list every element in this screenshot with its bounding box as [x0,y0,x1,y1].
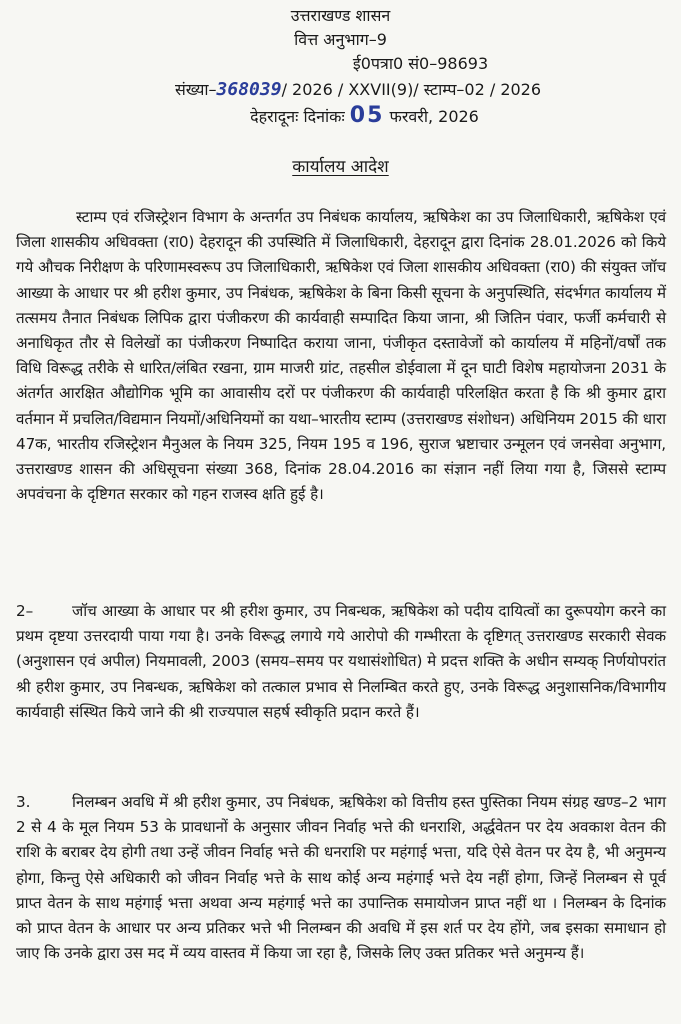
header-eletter [80,54,681,74]
paragraph-2 [16,599,666,725]
paragraph-3 [16,790,666,966]
paragraph-1-text: स्टाम्प एवं रजिस्ट्रेशन विभाग के अन्तर्गत उप निबंधक कार्यालय, ऋषिकेश का उप जिलाधिकारी, ऋषिकेश एवं जिला शासकीय अधिवक्ता (रा0) देहरादून की उपस्थिति में जिलाधिकारी, देहरादून द्वारा दिनांक 28.01.2026 को किये गये औचक निरीक्षण के परिणामस्वरूप उप जिलाधिकारी, ऋषिकेश एवं जिला शासकीय अधिवक्ता (रा0) की संयुक्त जॉच आख्या के आधार पर श्री हरीश कुमार, उप निबंधक, ऋषिकेश के बिना किसी सूचना के अनुपस्थिति, संदर्भगत कार्यालय में तत्समय तैनात निबंधक लिपिक द्वारा पंजीकरण की कार्यवाही सम्पादित किया जाना, श्री जितिन पंवार, फर्जी कर्मचारी से अनाधिकृत तौर से विलेखों का पंजीकरण निष्पादित कराया जाना, पंजीकृत दस्तावेजों को कार्यालय में महिनों/वर्षों तक विधि विरूद्ध तरीके से धारित/लंबित रखना, ग्राम माजरी ग्रांट, तहसील डोईवाला में दून घाटी विशेष महायोजना 2031 के अंतर्गत आरक्षित औद्योगिक भूमि का आवासीय दरों पर पंजीकरण की कार्यवाही परिलक्षित करता है कि श्री कुमार द्वारा वर्तमान में प्रचलित/विद्यमान नियमों/अधिनियमों का यथा–भारतीय स्टाम्प (उत्तराखण्ड संशोधन) अधिनियम 2015 की धारा 47क, भारतीय रजिस्ट्रेशन मैनुअल के नियम 325, नियम 195 व 196, सुराज भ्रष्टाचार उन्मूलन एवं जनसेवा अनुभाग, उत्तराखण्ड शासन की अधिसूचना संख्या 368, दिनांक 28.04.2016 का संज्ञान नहीं लिया गया है, जिससे स्टाम्प अपवंचना के दृष्टिगत सरकार को गहन राजस्व क्षति हुई है। [16,208,666,504]
ref-prefix: संख्या– [174,80,217,99]
header-section [0,30,681,50]
header-department [0,6,681,26]
date-day-handwritten: 05 [349,103,385,128]
ref-suffix: / 2026 / XXVII(9)/ स्टाम्प–02 / 2026 [281,80,542,99]
header-line-3: ई0पत्रा0 सं0–98693 [352,54,489,73]
date-prefix: देहरादूनः दिनांकः [250,107,345,126]
date-line [24,103,681,128]
paragraph-1 [16,205,666,507]
paragraph-2-number: 2– [16,602,34,620]
page-title [0,156,681,178]
paragraph-3-number: 3. [16,793,31,811]
ref-number-handwritten: 368039 [216,79,282,100]
date-suffix: फरवरी, 2026 [389,107,479,126]
reference-number [58,80,658,100]
title-text: कार्यालय आदेश [292,157,389,177]
paragraph-3-text: निलम्बन अवधि में श्री हरीश कुमार, उप निबंधक, ऋषिकेश को वित्तीय हस्त पुस्तिका नियम संग्रह खण्ड–2 भाग 2 से 4 के मूल नियम 53 के प्रावधानों के अनुसार जीवन निर्वाह भत्ते की धनराशि, अर्द्धवेतन पर देय अवकाश वेतन की राशि के बराबर देय होगी तथा उन्हें जीवन निर्वाह भत्ते की धनराशि पर महंगाई भत्ता, यदि ऐसे वेतन पर देय है, भी अनुमन्य होगा, किन्तु ऐसे अधिकारी को जीवन निर्वाह भत्ते के साथ कोई अन्य महंगाई भत्ते देय नहीं होगा, जिन्हें निलम्बन से पूर्व प्राप्त वेतन के साथ महंगाई भत्ता अथवा अन्य महंगाई भत्ते का उपान्तिक समायोजन प्राप्त नहीं था । निलम्बन के दिनांक को प्राप्त वेतन के आधार पर अन्य प्रतिकर भत्ते भी निलम्बन की अवधि में इस शर्त पर देय होंगे, जब इसका समाधान हो जाए कि उनके द्वारा उस मद में व्यय वास्तव में किया जा रहा है, जिसके लिए उक्त प्रतिकर भत्ते अनुमन्य हैं। [16,793,666,963]
paragraph-2-text: जॉच आख्या के आधार पर श्री हरीश कुमार, उप निबन्धक, ऋषिकेश को पदीय दायित्वों का दुरूपयोग करने का प्रथम दृष्टया उत्तरदायी पाया गया है। उनके विरूद्ध लगाये गये आरोपो की गम्भीरता के दृष्टिगत् उत्तराखण्ड सरकारी सेवक (अनुशासन एवं अपील) नियमावली, 2003 (समय–समय पर यथासंशोधित) मे प्रदत्त शक्ति के अधीन सम्यक् निर्णयोपरांत श्री हरीश कुमार, उप निबन्धक, ऋषिकेश को तत्काल प्रभाव से निलम्बित करते हुए, उनके विरूद्ध अनुशासनिक/विभागीय कार्यवाही संस्थित किये जाने की श्री राज्यपाल सहर्ष स्वीकृति प्रदान करते हैं। [16,602,666,721]
header-line-2: वित्त अनुभाग–9 [294,30,387,49]
header-line-1: उत्तराखण्ड शासन [290,6,391,25]
